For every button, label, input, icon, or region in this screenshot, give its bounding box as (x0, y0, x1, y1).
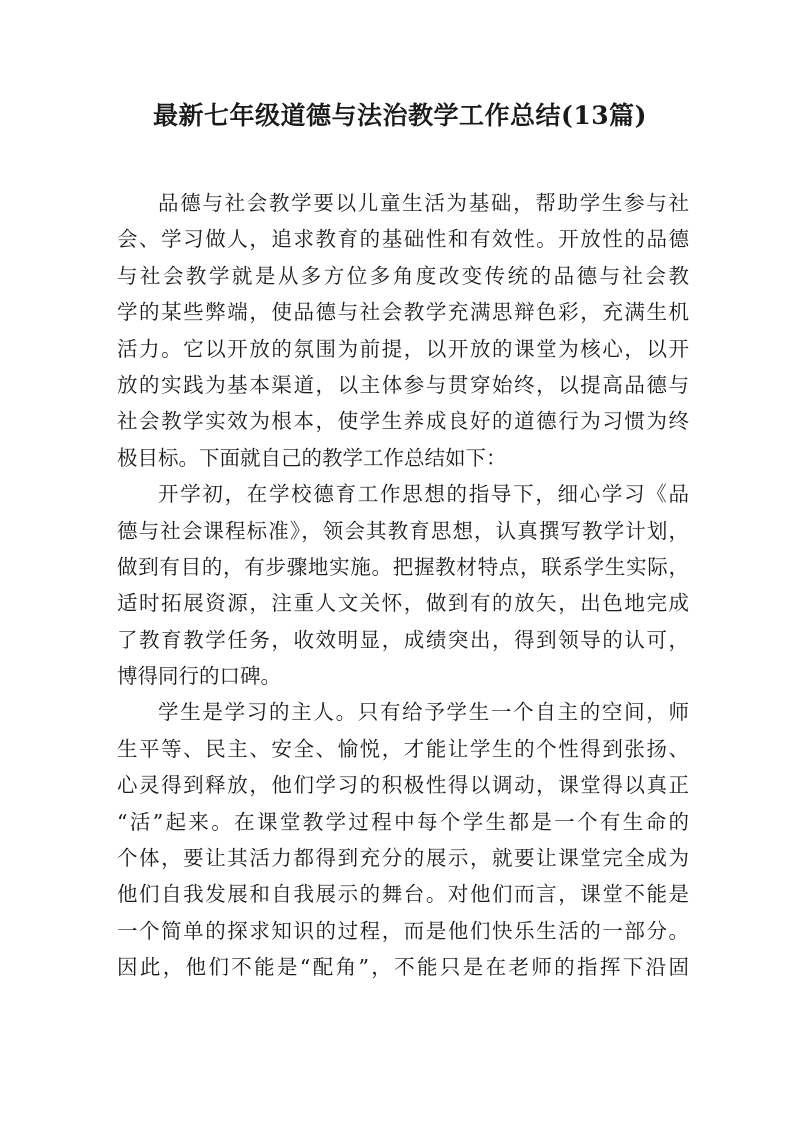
text-line: 与社会教学就是从多方位多角度改变传统的品德与社会教 (117, 263, 689, 288)
text-line: 一个简单的探求知识的过程，而是他们快乐生活的一部分。 (117, 918, 689, 943)
text-line: 因此，他们不能是“配角”，不能只是在老师的指挥下沿固 (117, 955, 689, 980)
text-line: 开学初，在学校德育工作思想的指导下，细心学习《品 (158, 482, 689, 507)
text-line: 做到有目的，有步骤地实施。把握教材特点，联系学生实际， (117, 554, 689, 579)
text-line: 活力。它以开放的氛围为前提，以开放的课堂为核心，以开 (117, 336, 689, 361)
document-body (117, 185, 689, 986)
text-line: 适时拓展资源，注重人文关怀，做到有的放矢，出色地完成 (117, 591, 689, 616)
text-line: 他们自我发展和自我展示的舞台。对他们而言，课堂不能是 (117, 882, 689, 907)
text-line: 社会教学实效为根本，使学生养成良好的道德行为习惯为终 (117, 409, 689, 434)
text-line: “活”起来。在课堂教学过程中每个学生都是一个有生命的 (117, 809, 689, 834)
text-line: 会、学习做人，追求教育的基础性和有效性。开放性的品德 (117, 227, 689, 252)
text-line: 极目标。下面就自己的教学工作总结如下： (117, 445, 507, 470)
text-line: 学生是学习的主人。只有给予学生一个自主的空间，师 (158, 700, 689, 725)
text-line: 品德与社会教学要以儿童生活为基础，帮助学生参与社 (158, 191, 689, 215)
document-title: 最新七年级道德与法治教学工作总结(13篇) (153, 101, 647, 130)
text-line: 生平等、民主、安全、愉悦，才能让学生的个性得到张扬、 (117, 736, 689, 761)
text-line: 学的某些弊端，使品德与社会教学充满思辩色彩，充满生机 (117, 300, 689, 325)
text-line: 了教育教学任务，收效明显，成绩突出，得到领导的认可， (117, 627, 689, 652)
text-line: 放的实践为基本渠道，以主体参与贯穿始终，以提高品德与 (117, 372, 689, 397)
text-line: 德与社会课程标准》，领会其教育思想，认真撰写教学计划， (117, 518, 689, 543)
text-line: 心灵得到释放，他们学习的积极性得以调动，课堂得以真正 (117, 773, 689, 798)
text-line: 个体，要让其活力都得到充分的展示，就要让课堂完全成为 (117, 846, 689, 871)
text-line: 博得同行的口碑。 (117, 664, 281, 689)
